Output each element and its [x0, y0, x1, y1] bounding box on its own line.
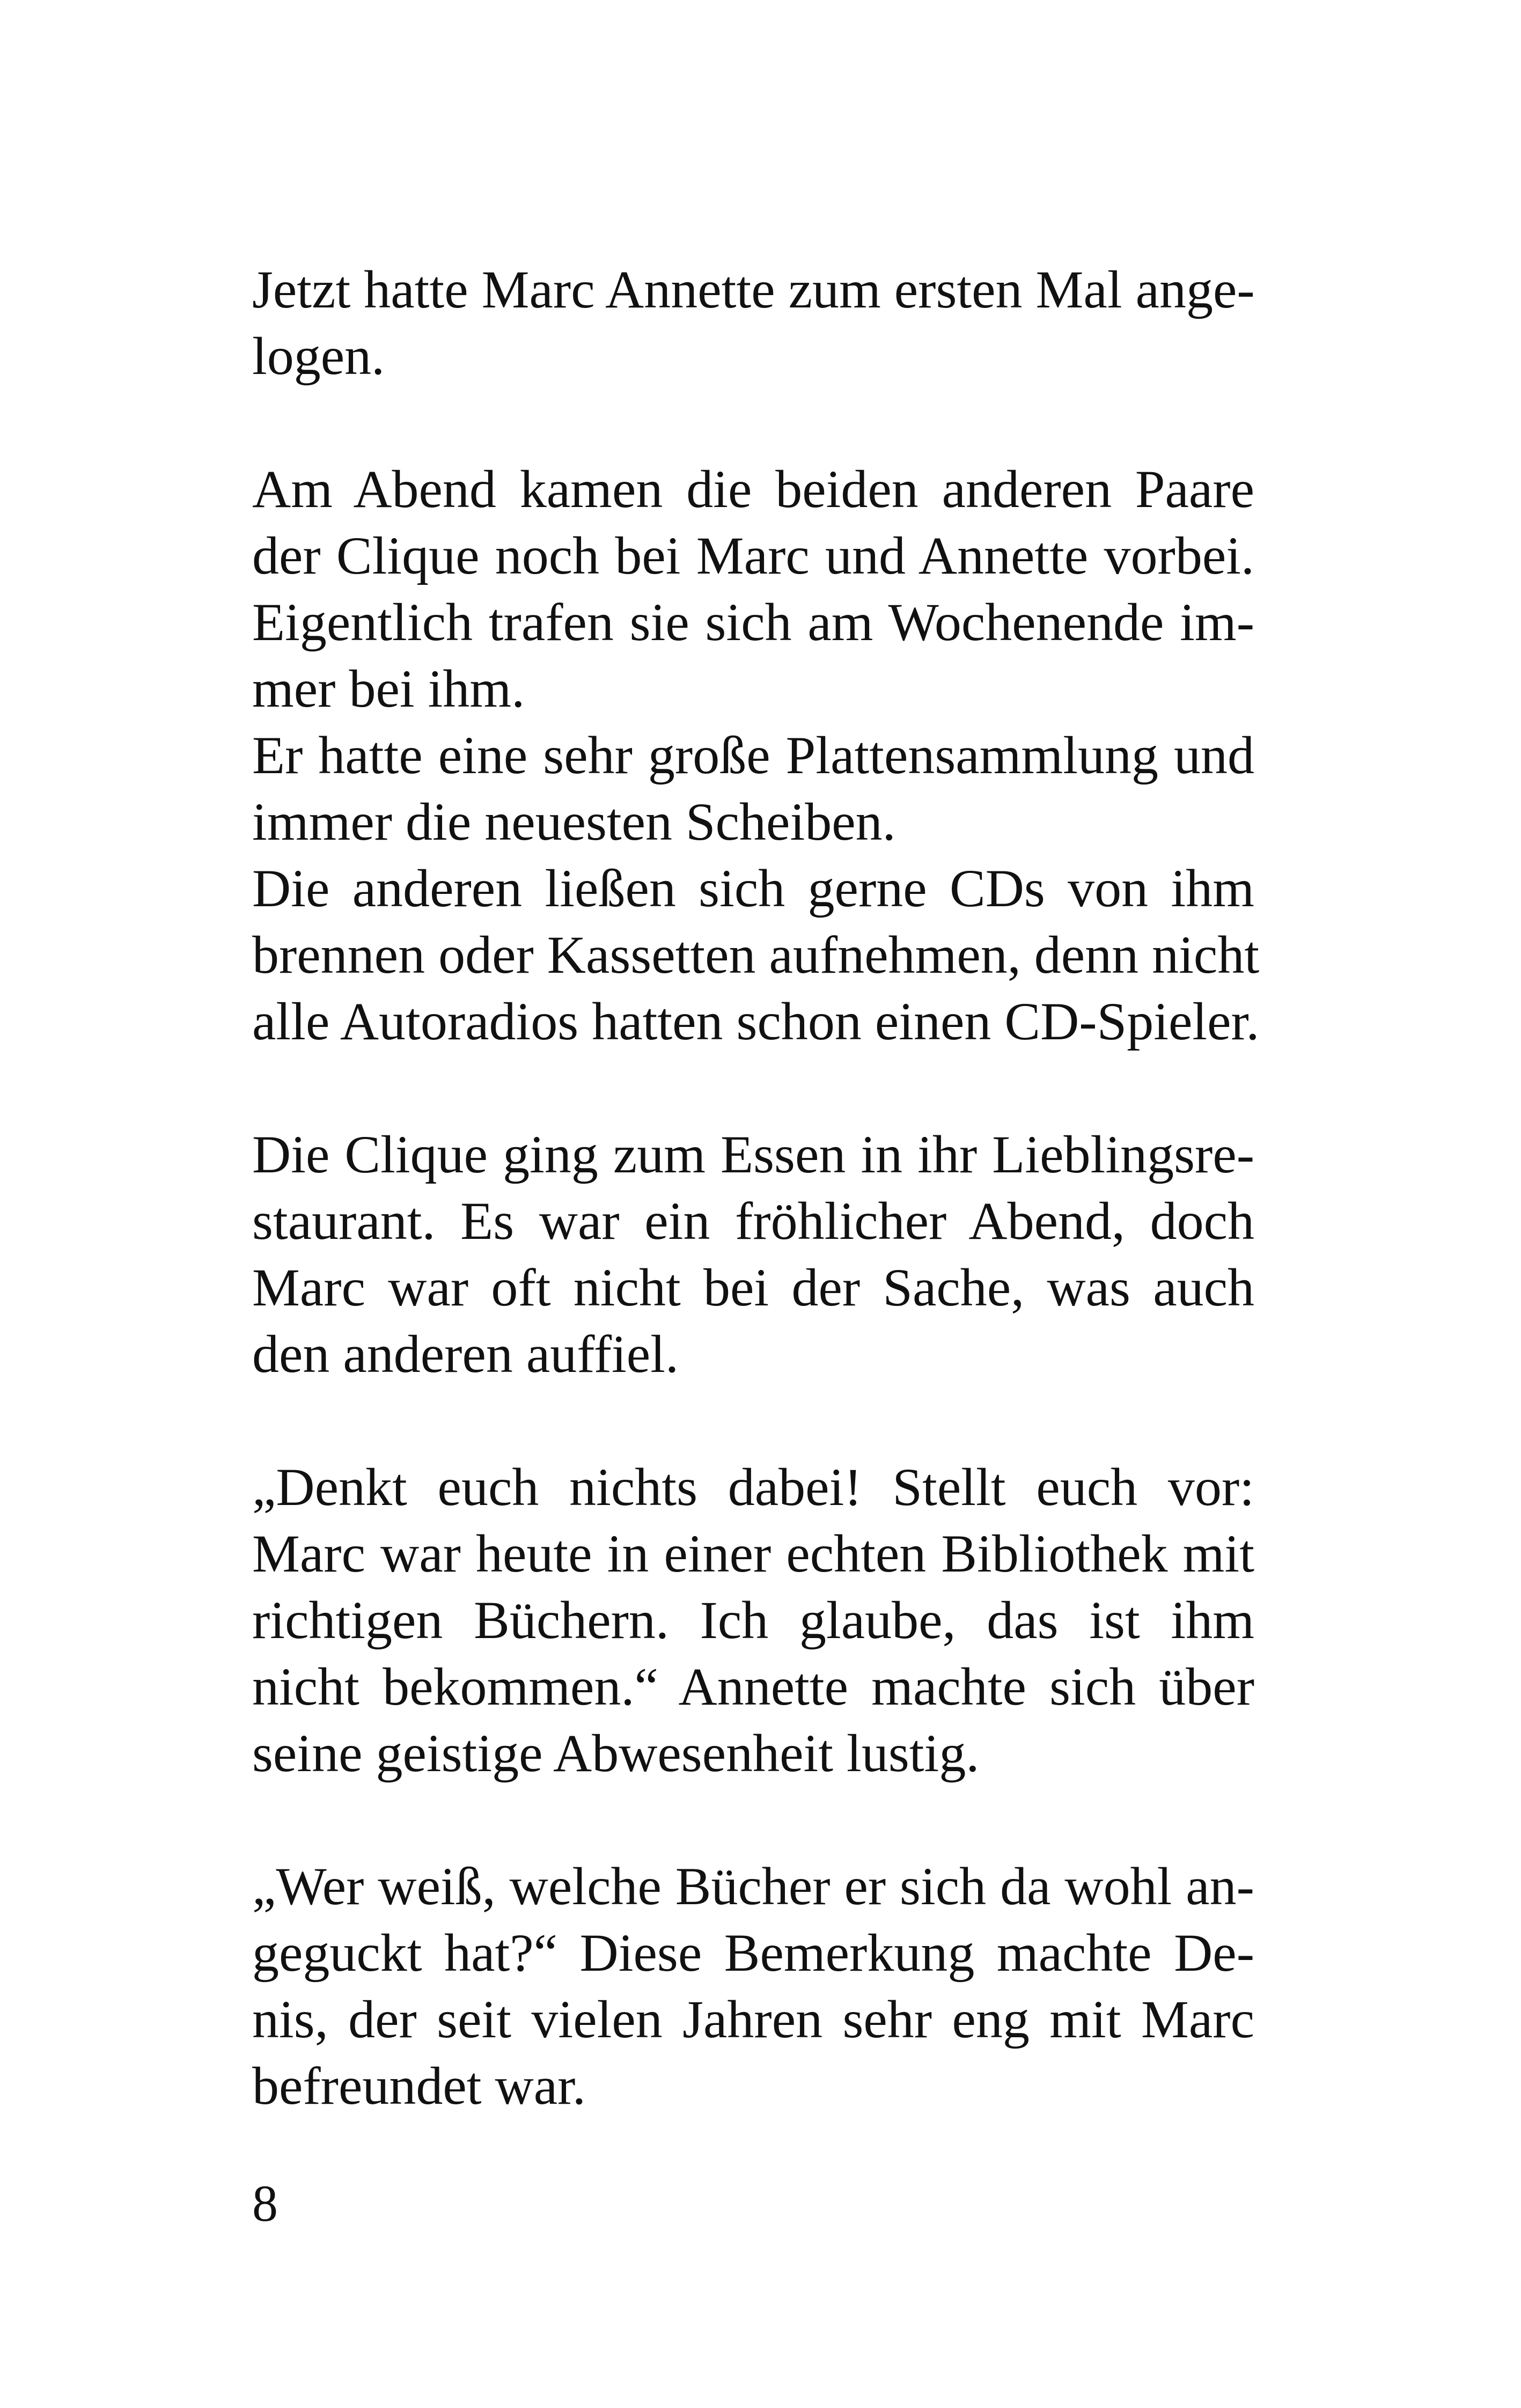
text-line: nicht bekommen.“ Annette machte sich über: [252, 1657, 1254, 1716]
text-line: Marc war heute in einer echten Bibliothek mit: [252, 1524, 1254, 1583]
paragraph-gap: [252, 1387, 1254, 1454]
text-line: Er hatte eine sehr große Plattensammlung und: [252, 725, 1254, 785]
text-line: Eigentlich trafen sie sich am Wochenende im-: [252, 592, 1254, 652]
page-number: 8: [252, 2175, 278, 2232]
text-line: den anderen auffiel.: [252, 1324, 679, 1384]
text-line: Am Abend kamen die beiden anderen Paare: [252, 459, 1254, 519]
text-line: „Wer weiß, welche Bücher er sich da wohl an-: [252, 1856, 1254, 1916]
text-line: staurant. Es war ein fröhlicher Abend, doch: [252, 1191, 1254, 1251]
text-line: Die anderen ließen sich gerne CDs von ihm: [252, 858, 1254, 918]
paragraph-gap: [252, 1055, 1254, 1121]
text-line: brennen oder Kassetten aufnehmen, denn nicht: [252, 925, 1260, 985]
text-line: der Clique noch bei Marc und Annette vorbei.: [252, 526, 1254, 585]
text-line: alle Autoradios hatten schon einen CD-Spieler.: [252, 992, 1260, 1051]
text-line: logen.: [252, 326, 385, 386]
body-text: [252, 256, 1260, 2119]
text-line: immer die neuesten Scheiben.: [252, 792, 896, 851]
text-line: Jetzt hatte Marc Annette zum ersten Mal ange-: [252, 260, 1255, 319]
text-line: Marc war oft nicht bei der Sache, was auch: [252, 1258, 1254, 1317]
paragraph-gap: [252, 390, 1254, 456]
text-line: Die Clique ging zum Essen in ihr Lieblingsre-: [252, 1125, 1254, 1184]
text-line: nis, der seit vielen Jahren sehr eng mit Marc: [252, 1989, 1254, 2049]
text-line: richtigen Büchern. Ich glaube, das ist ihm: [252, 1590, 1254, 1650]
text-line: mer bei ihm.: [252, 659, 525, 718]
text-line: geguckt hat?“ Diese Bemerkung machte De-: [252, 1923, 1254, 1983]
paragraph-gap: [252, 1787, 1254, 1853]
text-line: „Denkt euch nichts dabei! Stellt euch vor:: [252, 1457, 1254, 1517]
text-line: seine geistige Abwesenheit lustig.: [252, 1723, 980, 1783]
text-line: befreundet war.: [252, 2056, 586, 2116]
